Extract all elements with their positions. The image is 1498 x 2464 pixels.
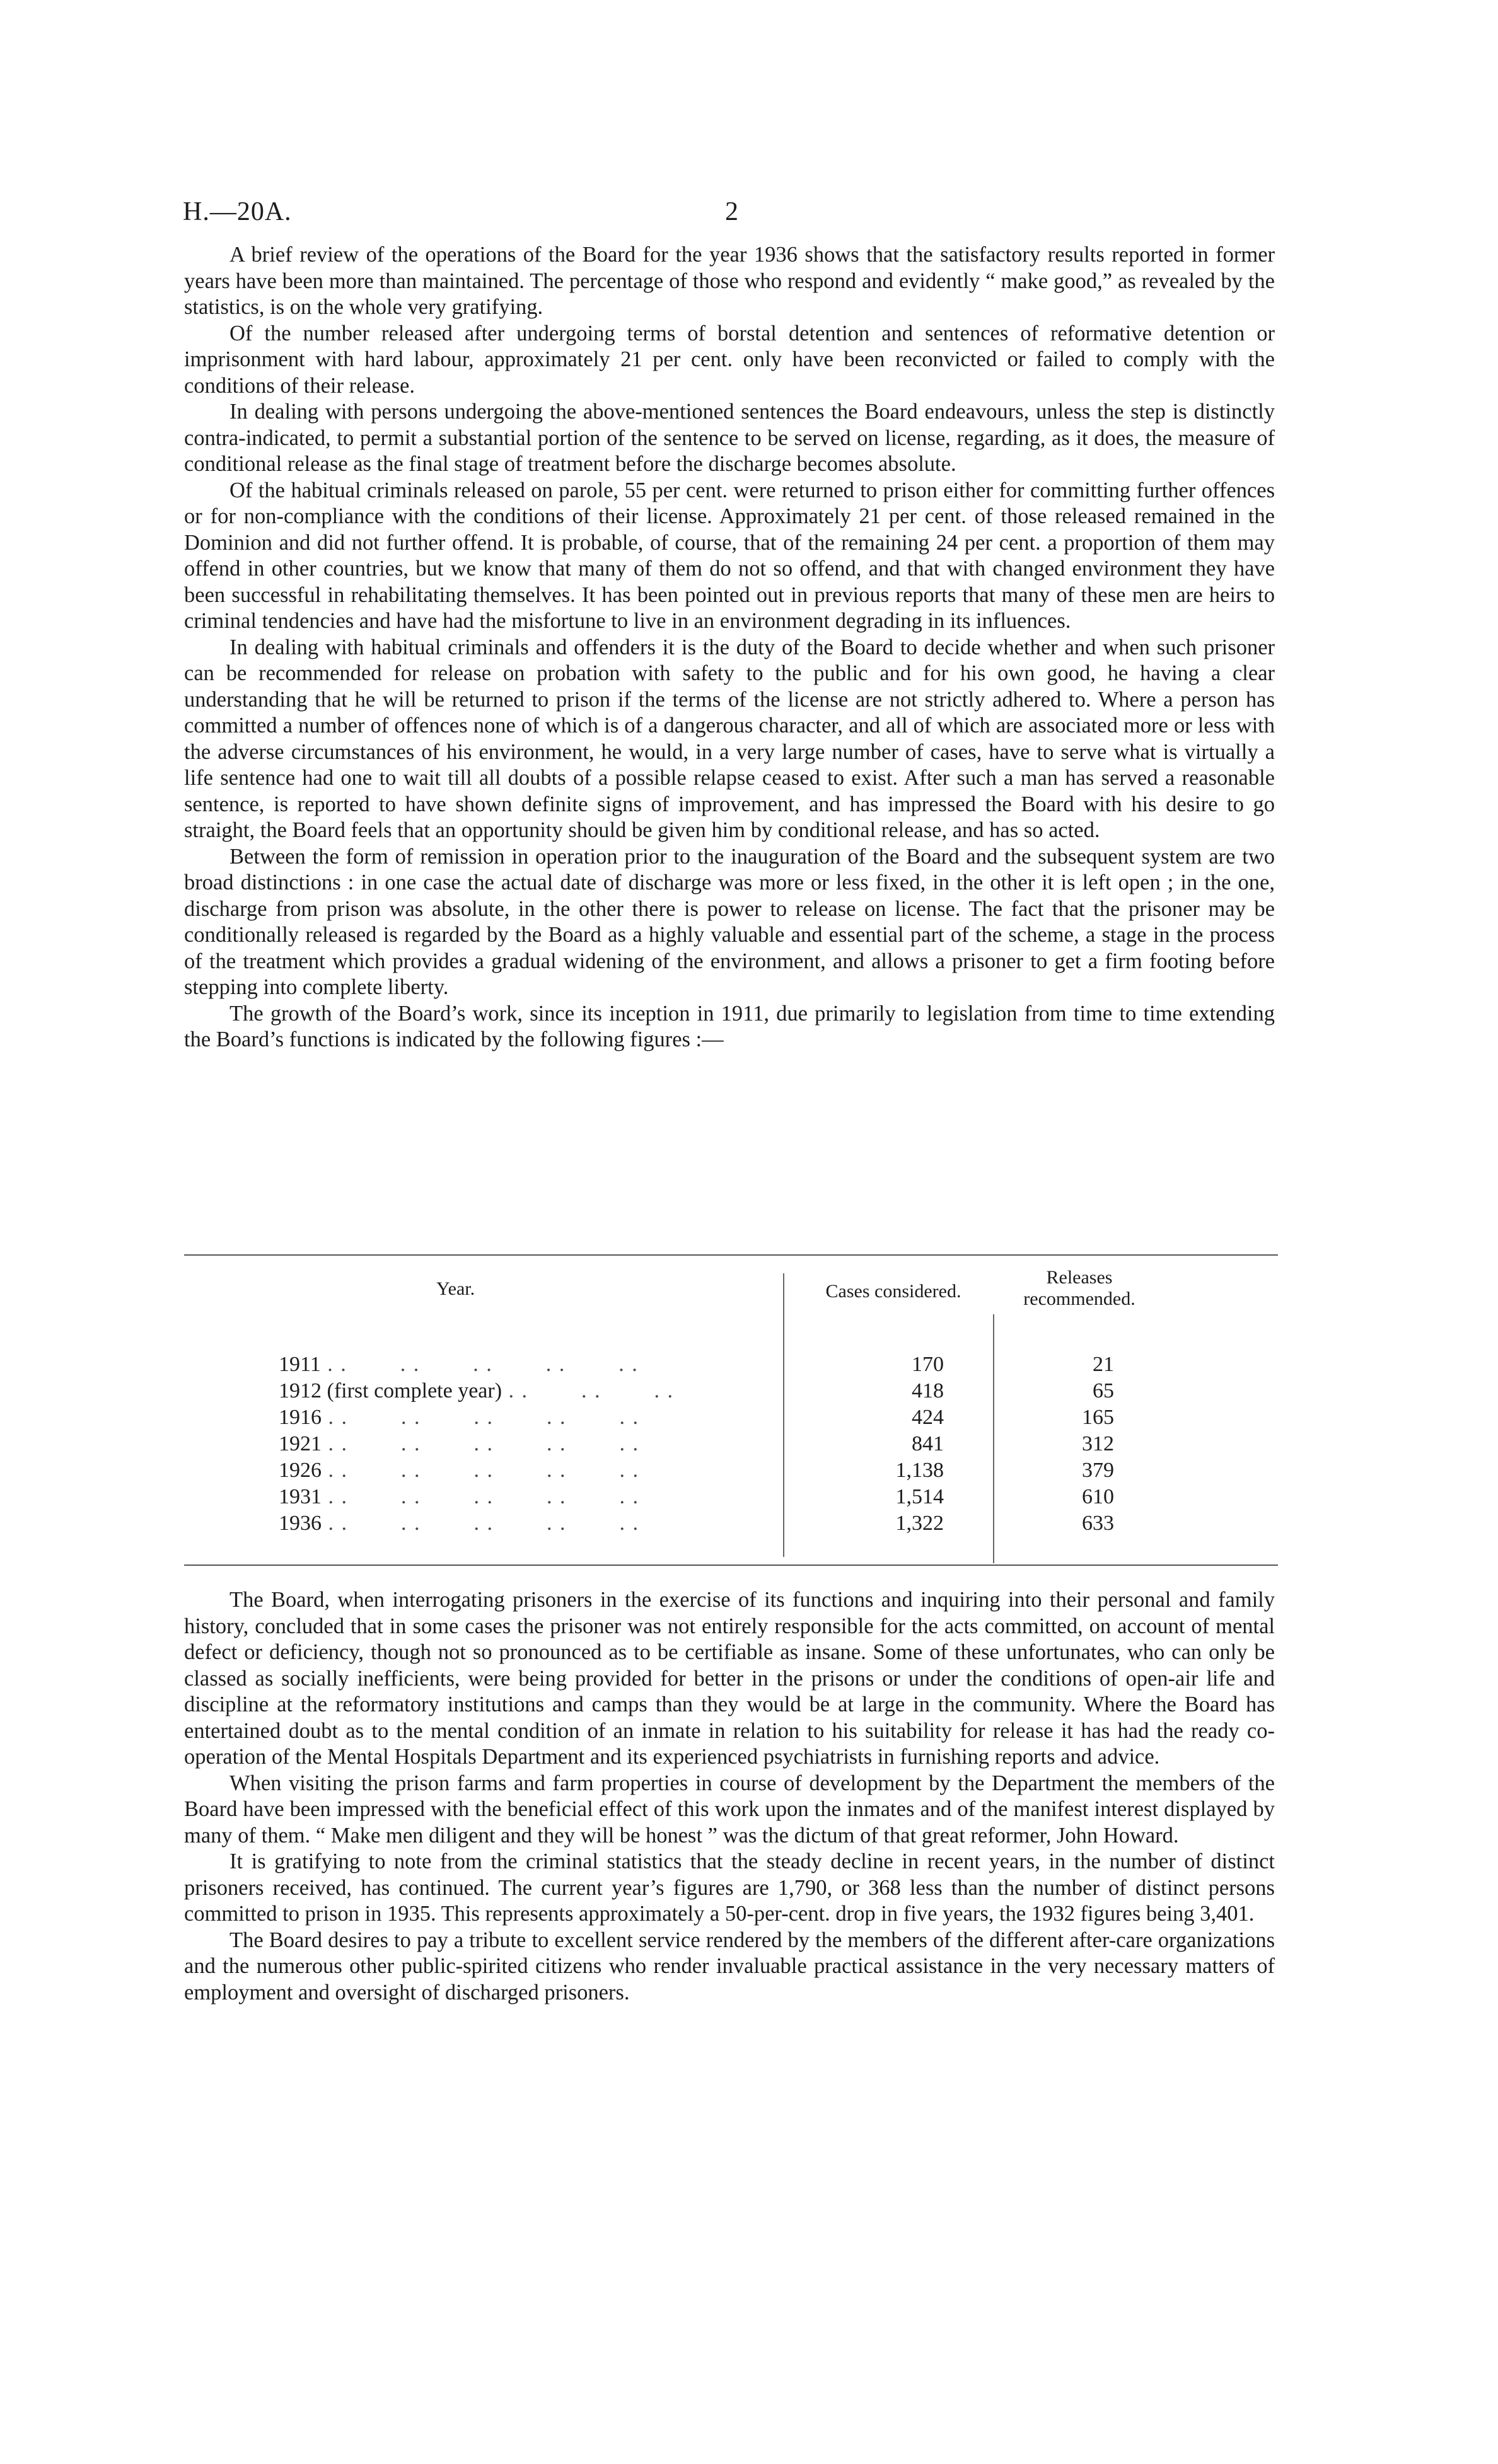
- row-cases: 170: [912, 1353, 944, 1376]
- paragraph: The Board, when interrogating prisoners in the exercise of its functions and inquiring into their personal and family history, concluded that in some cases the prisoner was not entirely responsible for the acts committed, on account of mental defect or deficiency, though not so pronounced as to be certifiable as insane. Some of these unfortunates, who can only be classed as socially inefficients, were being provided for better in the prisons or under the conditions of open-air life and discipline at the reformatory institutions and camps than they would be at large in the community. Where the Board has entertained doubt as to the mental condition of an inmate in relation to his suitability for release it has had the ready co-operation of the Mental Hospitals Department and its experienced psychiatrists in furnishing reports and advice.: [184, 1588, 1275, 1769]
- table-bottom-rule: [184, 1565, 1278, 1566]
- row-year: 1921: [279, 1432, 322, 1455]
- row-year-cell: [279, 1379, 770, 1403]
- paragraph: In dealing with persons undergoing the above-mentioned sentences the Board endeavours, unless the step is distinctly contra-indicated, to permit a substantial portion of the sentence to be served on license, regarding, as it does, the measure of conditional release as the final stage of treatment before the discharge becomes absolute.: [184, 400, 1275, 476]
- header-cases-considered: Cases considered.: [825, 1281, 961, 1302]
- body-text-after-table: [184, 1587, 1275, 2006]
- statistics-table: [184, 1254, 1278, 1566]
- paragraph: When visiting the prison farms and farm properties in course of development by the Department the members of the Board have been impressed with the beneficial effect of this work upon the inmates and of the manifest interest displayed by many of them. “ Make men diligent and they will be honest ” was the dictum of that great reformer, John Howard.: [184, 1771, 1275, 1848]
- row-year-cell: [279, 1512, 770, 1536]
- row-releases: 165: [1082, 1406, 1114, 1429]
- table-row: [184, 1485, 1278, 1512]
- row-year: 1912 (first complete year): [279, 1379, 502, 1403]
- leader-dots: . . . . . . . . . .: [322, 1406, 639, 1429]
- leader-dots: . . . . . . . . . .: [322, 1432, 639, 1455]
- paragraph: The Board desires to pay a tribute to excellent service rendered by the members of the different after-care organizations and the numerous other public-spirited citizens who render invaluable practical assistance in the very necessary matters of employment and oversight of discharged prisoners.: [184, 1928, 1275, 2004]
- paragraph: Between the form of remission in operation prior to the inauguration of the Board and the subsequent system are two broad distinctions : in one case the actual date of discharge was more or less fixed, in the other it is left open ; in the one, discharge from prison was absolute, in the other there is power to release on license. The fact that the prisoner may be conditionally released is regarded by the Board as a highly valuable and essential part of the scheme, a stage in the process of the treatment which provides a gradual widening of the environment, and allows a prisoner to get a firm footing before stepping into complete liberty.: [184, 844, 1275, 999]
- table-row: [184, 1432, 1278, 1459]
- row-year-cell: [279, 1432, 770, 1456]
- header-year: Year.: [436, 1278, 475, 1299]
- row-releases: 312: [1082, 1432, 1114, 1455]
- row-releases: 21: [1093, 1353, 1114, 1376]
- row-releases: 65: [1093, 1379, 1114, 1403]
- row-cases: 418: [912, 1379, 944, 1403]
- row-year: 1911: [279, 1353, 321, 1376]
- table-row: [184, 1459, 1278, 1485]
- row-year: 1926: [279, 1459, 322, 1482]
- header-releases-recommended: Releases recommended.: [1023, 1267, 1135, 1309]
- row-cases: 1,138: [895, 1459, 944, 1482]
- body-text-before-table: [184, 242, 1275, 1053]
- page-header: [183, 197, 1318, 234]
- table-top-rule: [184, 1254, 1278, 1256]
- table-row: [184, 1512, 1278, 1538]
- paragraph: Of the habitual criminals released on parole, 55 per cent. were returned to prison either for committing further offences or for non-compliance with the conditions of their license. Approximately 21 per cent. of those released remained in the Dominion and did not further offend. It is probable, of course, that of the remaining 24 per cent. a proportion of them may offend in other countries, but we know that many of them do not so offend, and that with changed environment they have been successful in rehabilitating themselves. It has been pointed out in previous reports that many of these men are heirs to criminal tendencies and have had the misfortune to live in an environment degrading in its influences.: [184, 478, 1275, 633]
- leader-dots: . . . . . . . . . .: [320, 1353, 639, 1376]
- table-row: [184, 1379, 1278, 1406]
- row-year-cell: [279, 1485, 770, 1509]
- leader-dots: . . . . . . . . . .: [322, 1485, 639, 1508]
- row-year: 1916: [279, 1406, 322, 1429]
- row-cases: 841: [912, 1432, 944, 1455]
- row-releases: 379: [1082, 1459, 1114, 1482]
- row-year: 1931: [279, 1485, 322, 1508]
- row-year-cell: [279, 1406, 770, 1430]
- paragraph: A brief review of the operations of the Board for the year 1936 shows that the satisfactory results reported in former years have been more than maintained. The percentage of those who respond and evidently “ make good,” as revealed by the statistics, is on the whole very gratifying.: [184, 243, 1275, 319]
- page-number: 2: [725, 197, 738, 226]
- leader-dots: . . . . . .: [502, 1379, 675, 1403]
- leader-dots: . . . . . . . . . .: [322, 1459, 639, 1482]
- row-cases: 424: [912, 1406, 944, 1429]
- row-year-cell: [279, 1353, 770, 1377]
- row-year-cell: [279, 1459, 770, 1483]
- table-row: [184, 1353, 1278, 1379]
- document-reference: H.—20A.: [183, 197, 292, 226]
- row-year: 1936: [279, 1512, 322, 1535]
- paragraph: Of the number released after undergoing terms of borstal detention and sentences of reformative detention or imprisonment with hard labour, approximately 21 per cent. only have been reconvicted or failed to comply with the conditions of their release.: [184, 321, 1275, 398]
- table-row: [184, 1406, 1278, 1432]
- row-cases: 1,322: [895, 1512, 944, 1535]
- leader-dots: . . . . . . . . . .: [322, 1512, 639, 1535]
- paragraph: It is gratifying to note from the criminal statistics that the steady decline in recent years, in the number of distinct prisoners received, has continued. The current year’s figures are 1,790, or 368 less than the number of distinct persons committed to prison in 1935. This represents approximately a 50-per-cent. drop in five years, the 1932 figures being 3,401.: [184, 1849, 1275, 1926]
- row-cases: 1,514: [895, 1485, 944, 1508]
- paragraph: In dealing with habitual criminals and offenders it is the duty of the Board to decide whether and when such prisoner can be recommended for release on probation with safety to the public and for his own good, he having a clear understanding that he will be returned to prison if the terms of the license are not strictly adhered to. Where a person has committed a number of offences none of which is of a dangerous character, and all of which are associated more or less with the adverse circumstances of his environment, he would, in a very large number of cases, have to serve what is virtually a life sentence had one to wait till all doubts of a possible relapse ceased to exist. After such a man has served a reasonable sentence, is reported to have shown definite signs of improvement, and has impressed the Board with his desire to go straight, the Board feels that an opportunity should be given him by conditional release, and has so acted.: [184, 635, 1275, 842]
- row-releases: 610: [1082, 1485, 1114, 1508]
- row-releases: 633: [1082, 1512, 1114, 1535]
- paragraph: The growth of the Board’s work, since its inception in 1911, due primarily to legislation from time to time extending the Board’s functions is indicated by the following figures :—: [184, 1001, 1275, 1051]
